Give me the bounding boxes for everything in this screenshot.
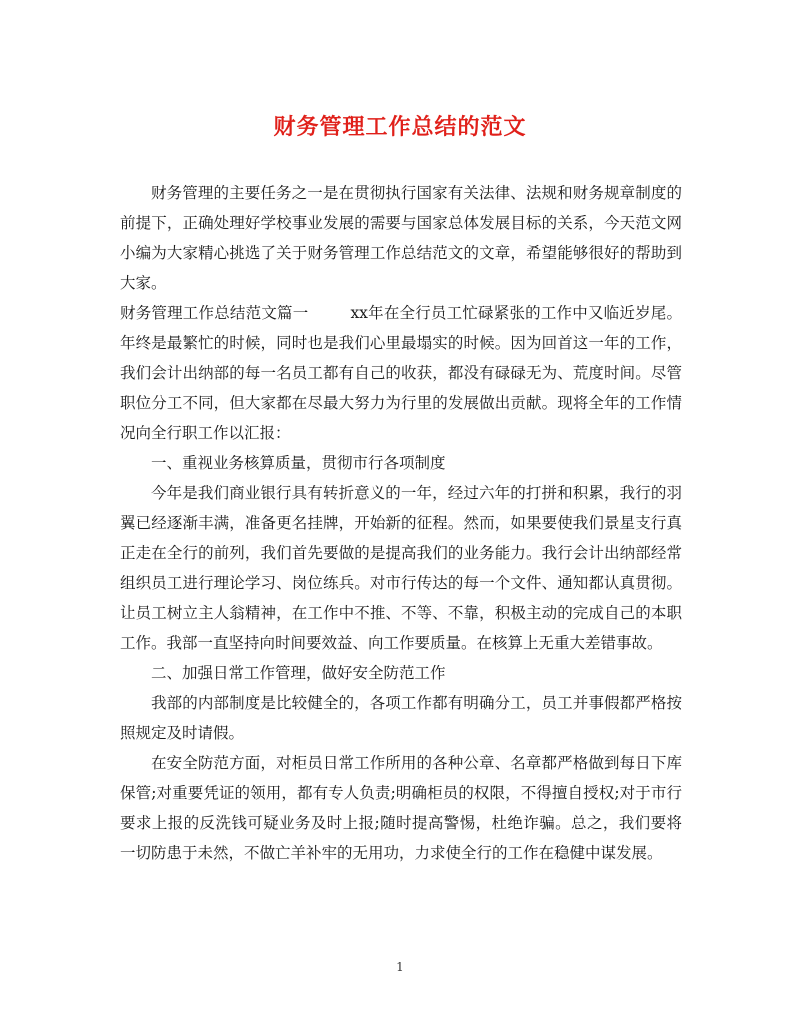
section1-heading: 一、重视业务核算质量，贯彻市行各项制度 [151, 454, 446, 472]
article-opening-text: xx年在全行员工忙碌紧张的工作中又临近岁尾。年终是最繁忙的时候，同时也是我们心里最塌实的时候。因为回首这一年的工作，我们会计出纳部的每一名员工都有自己的收获，都没有碌碌无为、荒度时间。尽管职位分工不同，但大家都在尽最大努力为行里的发展做出贡献。现将全年的工作情况向全行职工作以汇报： [120, 304, 682, 442]
article-label: 财务管理工作总结范文篇一 [120, 304, 309, 322]
article-opening-paragraph [120, 298, 682, 448]
page-number: 1 [396, 960, 404, 974]
document-body [120, 178, 682, 868]
section1-paragraph: 今年是我们商业银行具有转折意义的一年，经过六年的打拼和积累，我行的羽翼已经逐渐丰满，准备更名挂牌，开始新的征程。然而，如果要使我们景星支行真正走在全行的前列，我们首先要做的是提高我们的业务能力。我行会计出纳部经常组织员工进行理论学习、岗位练兵。对市行传达的每一个文件、通知都认真贯彻。让员工树立主人翁精神，在工作中不推、不等、不靠，积极主动的完成自己的本职工作。我部一直坚持向时间要效益、向工作要质量。在核算上无重大差错事故。 [120, 484, 682, 652]
section2-paragraph-2: 在安全防范方面，对柜员日常工作所用的各种公章、名章都严格做到每日下库保管;对重要凭证的领用，都有专人负责;明确柜员的权限，不得擅自授权;对于市行要求上报的反洗钱可疑业务及时上报;随时提高警惕，杜绝诈骗。总之，我们要将一切防患于未然，不做亡羊补牢的无用功，力求使全行的工作在稳健中谋发展。 [120, 754, 682, 862]
section2-paragraph-1: 我部的内部制度是比较健全的，各项工作都有明确分工，员工并事假都严格按照规定及时请假。 [120, 694, 682, 742]
intro-paragraph: 财务管理的主要任务之一是在贯彻执行国家有关法律、法规和财务规章制度的前提下，正确处理好学校事业发展的需要与国家总体发展目标的关系，今天范文网小编为大家精心挑选了关于财务管理工作总结范文的文章，希望能够很好的帮助到大家。 [120, 184, 682, 292]
document-title: 财务管理工作总结的范文 [273, 114, 527, 140]
section2-heading: 二、加强日常工作管理，做好安全防范工作 [151, 664, 446, 682]
